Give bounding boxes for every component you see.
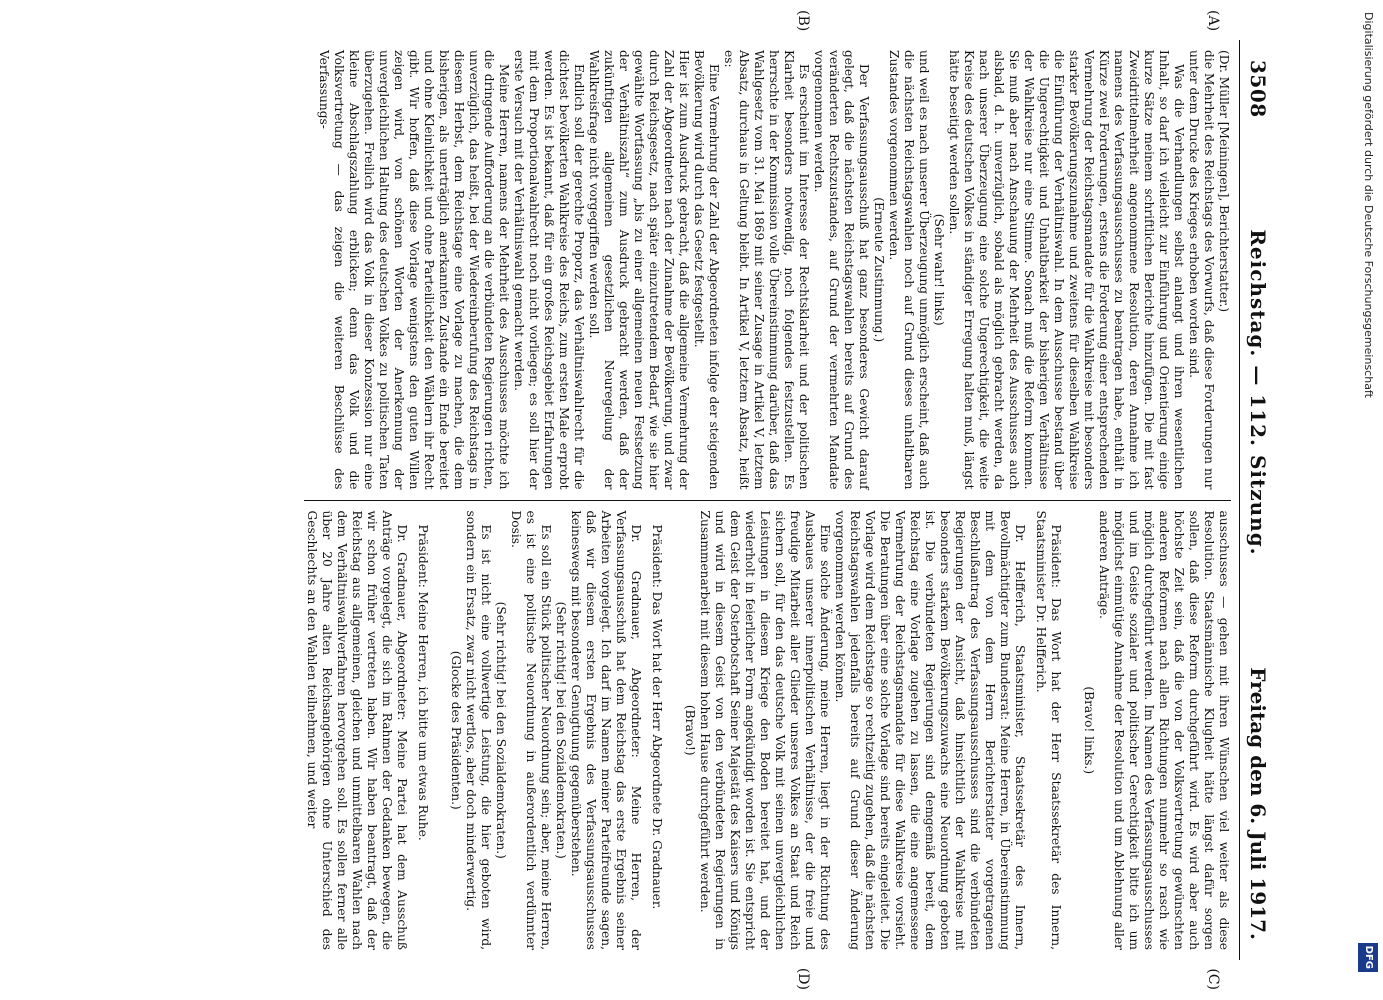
- paragraph: Dr. Gradnauer, Abgeordneter: Meine Herren, der Verfassungsausschuß hat dem Reichstag das erste Ergebnis seiner Arbeiten vorgelegt. Ich darf im Namen meiner Parteifreunde sagen, daß wir diesem ersten Ergebnis des Verfassungsausschusses keineswegs mit besonderer Genugtuung gegenüberstehen.: [569, 510, 643, 950]
- paragraph: Dr. Gradnauer, Abgeordneter: Meine Partei hat dem Ausschuß Anträge vorgelegt, die sich im Rahmen der Gedanken bewegen, die wir schon früher vertreten haben. Wir haben beantragt, daß der Reichstag aus allgemeinen, gleichen und unmittelbaren Wahlen nach dem Verhältniswahlverfahren hervorgehen soll. Es sollen ferner alle über 20 Jahre alten Reichsangehörigen ohne Unterschied des Geschlechts an den Wahlen teilnehmen, und weiter: [305, 510, 409, 950]
- paragraph: die Mehrheit des Reichstags des Vorwurfs, daß diese Forderungen nur unter dem Drucke des Krieges erhoben worden sind.: [1187, 50, 1216, 490]
- margin-marker-b: (B): [795, 10, 811, 32]
- digitization-note: [1358, 12, 1378, 972]
- session-title: Reichstag. — 112. Sitzung.: [1246, 229, 1270, 556]
- dfg-logo: DFG: [1358, 943, 1378, 972]
- margin-marker-c: (C): [1205, 968, 1221, 990]
- paragraph: Eine solche Änderung, meine Herren, liegt in der Richtung des Ausbaues unserer innerpolitischen Verhältnisse, der die freie und freudige Mitarbeit aller Glieder unseres Volkes an Staat und Reich sichern soll, für den das deutsche Volk mit seinen unvergleichlichen Leistungen in diesem Kriege den Boden bereitet hat, und der wiederholt in feierlicher Form angekündigt worden ist. Sie entspricht dem Geist der Osterbotschaft Seiner Majestät des Kaisers und Königs und wird in diesem Geist von den verbündeten Regierungen in Zusammenarbeit mit diesem hohen Hause durchgeführt werden.: [698, 510, 832, 950]
- funding-credit: Digitalisierung gefördert durch die Deutsche Forschungsgemeinschaft: [1362, 12, 1375, 398]
- text-columns: [304, 10, 1231, 990]
- left-column: [304, 40, 1231, 500]
- paragraph: und weil es nach unserer Überzeugung unmöglich erscheint, daß auch die nächsten Reichstagswahlen noch auf Grund dieses unhaltbaren Zustandes vorgenommen werden.: [887, 50, 931, 490]
- president-remark: Präsident: Das Wort hat der Herr Abgeordnete Dr. Gradnauer.: [650, 524, 664, 910]
- paragraph: Es soll ein Stück politischer Neuordnung sein; aber, meine Herren, es ist eine politische Neuordnung in außerordentlich verdünnter Dosis.: [509, 510, 553, 950]
- interjection: (Sehr richtig! bei den Sozialdemokraten.): [554, 601, 568, 859]
- margin-marker-a: (A): [1205, 10, 1221, 32]
- interjection: (Erneute Zustimmung.): [872, 197, 886, 343]
- page-number: 3508: [1246, 60, 1270, 118]
- speaker-attribution: (Dr. Müller [Meiningen], Berichterstatter.): [1217, 50, 1231, 313]
- paragraph: Dr. Helfferich, Staatsminister, Staatssekretär des Innern, Bevollmächtigter zum Bundesrat: Meine Herren, in Übereinstimmung mit dem von dem Herrn Berichterstatter vorgetragenen Beschlußantrag des Verfassungsausschusses sind die verbündeten Regierungen der Ansicht, daß hinsichtlich der Wahlkreise mit besonders starkem Bevölkerungszuwachs eine Neuordnung geboten ist. Die verbündeten Regierungen sind demgemäß bereit, dem Reichstag eine Vorlage zugehen zu lassen, die eine angemessene Vermehrung der Reichstagsmandate für diese Wahlkreise vorsieht. Die Beratungen über eine solche Vorlage sind bereits eingeleitet. Die Vorlage wird dem Reichstage so rechtzeitig zugehen, daß die nächsten Reichstagswahlen jedenfalls bereits auf Grund dieser Änderung vorgenommen werden können.: [833, 510, 1027, 950]
- quotation: Eine Vermehrung der Zahl der Abgeordneten infolge der steigenden Bevölkerung wird durch das Gesetz festgestellt.: [692, 50, 721, 490]
- paragraph: Was die Verhandlungen selbst anlangt und ihren wesentlichen Inhalt, so darf ich vielleicht zur Einführung und Orientierung einige kurze Sätze meinem schriftlichen Berichte hinzufügen. Die mit fast Zweidrittelmehrheit angenommene Resolution, deren Annahme ich namens des Verfassungsausschusses zu beantragen habe, enthält in Kürze zwei Forderungen, erstens die Forderung einer entsprechenden Vermehrung der Reichstagsmandate für die Wahlkreise mit besonders starker Bevölkerungszunahme und zweitens für dieselben Wahlkreise die Einführung der Verhältniswahl. In dem Ausschusse bestand über die Ungerechtigkeit und Unhaltbarkeit der bisherigen Verhältnisse der Wahlkreise nur eine Stimme. Sonach muß die Reform kommen. Sie muß aber nach Anschauung der Mehrheit des Ausschusses auch alsbald, d. h. unverzüglich, sobald als möglich gebracht werden, da nach unserer Überzeugung eine solche Ungerechtigkeit, die weite Kreise des deutschen Volkes in ständiger Erregung halten muß, längst hätte beseitigt werden sollen.: [947, 50, 1186, 490]
- paragraph: Es erscheint im Interesse der Rechtsklarheit und der politischen Klarheit besonders notwendig, noch folgendes festzustellen. Es herrschte in der Kommission volle Übereinstimmung darüber, daß das Wahlgesetz vom 31. Mai 1869 mit seiner Zusage in Artikel V, letztem Absatz, durchaus in Geltung bleibt. In Artikel V, letztem Absatz, heißt es:: [722, 50, 811, 490]
- paragraph: ausschusses — gehen mit ihren Wünschen viel weiter als diese Resolution. Staatsmännische Klugheit hätte längst dafür sorgen sollen, daß diese Reform durchgeführt wird. Es wird aber auch höchste Zeit sein, daß die von der Volksvertretung gewünschten anderen Reformen nach allen Richtungen nunmehr so rasch wie möglich durchgeführt werden. Im Namen des Verfassungsausschusses und im Geiste sozialer und politischer Gerechtigkeit bitte ich um möglichst einmütige Annahme der Resolution und um Ablehnung aller anderen Anträge.: [1097, 510, 1231, 950]
- interjection: (Sehr wahr! links): [932, 213, 946, 326]
- interjection: (Bravo!): [683, 704, 697, 756]
- president-remark: Präsident: Meine Herren, ich bitte um etwas Ruhe.: [416, 524, 430, 841]
- margin-marker-d: (D): [795, 967, 811, 990]
- interjection: (Bravo! links.): [1082, 686, 1096, 775]
- session-date: Freitag den 6. Juli 1917.: [1246, 667, 1270, 940]
- paragraph: Der Verfassungsausschuß hat ganz besonderes Gewicht darauf gelegt, daß die nächsten Reichstagswahlen bereits auf Grund des veränderten Rechtszustandes, auf Grund der vermehrten Mandate vorgenommen werden.: [812, 50, 871, 490]
- paragraph: Hier ist zum Ausdruck gebracht, daß die allgemeine Vermehrung der Zahl der Abgeordneten nach der Zunahme der Bevölkerung, und zwar durch Reichsgesetz, nach später einzutretendem Bedarf, wie sie hier gewählte Wortfassung „bis zu einer allgemeinen neuen Festsetzung der Verhältniszahl“ zum Ausdruck gebracht werden, daß der zukünftigen allgemeinen gesetzlichen Neuregelung der Wahlkreisfrage nicht vorgegriffen werden soll.: [587, 50, 691, 490]
- page-header: [1239, 40, 1270, 960]
- paragraph: Es ist nicht eine vollwertige Leistung, die hier geboten wird, sondern ein Ersatz, zwar nicht wertlos, aber doch minderwertig.: [464, 510, 493, 950]
- interjection: (Glocke des Präsidenten.): [449, 650, 463, 810]
- paragraph: Meine Herren, namens der Mehrheit des Ausschusses möchte ich die dringende Aufforderung an die verbündeten Regierungen richten, unverzüglich, das heißt, bei der Wiedereinberufung des Reichstags in diesem Herbst, dem Reichstage eine Vorlage zu machen, die dem bisherigen, als unerträglich anerkannten Zustande ein Ende bereitet und ohne Kleinlichkeit und ohne Parteilichkeit den Wählern ihr Recht gibt. Wir hoffen, daß diese Vorlage wenigstens den guten Willen zeigen wird, von schönen Worten der Anerkennung der unvergleichlichen Haltung des deutschen Volkes zu politischen Taten überzugehen. Freilich wird das Volk in dieser Konzession nur eine kleine Abschlagszahlung erblicken; denn das Volk und die Volksvertretung — das zeigen die weiteren Beschlüsse des Verfassungs-: [317, 50, 511, 490]
- president-remark: Präsident: Das Wort hat der Herr Staatssekretär des Innern, Staatsminister Dr. Helfferich.: [1034, 510, 1063, 950]
- interjection: (Sehr richtig! bei den Sozialdemokraten.): [494, 601, 508, 859]
- right-column: [304, 501, 1231, 961]
- paragraph: Endlich soll der gerechte Proporz, das Verhältniswahlrecht für die dichtest bevölkerten Wahlkreise des Reichs, zum ersten Male erprobt werden. Es ist bekannt, daß für ein großes Reichsgebiet Erfahrungen mit dem Proportionalwahlrecht noch nicht vorliegen; es soll hier der erste Versuch mit der Verhältniswahl gemacht werden.: [512, 50, 586, 490]
